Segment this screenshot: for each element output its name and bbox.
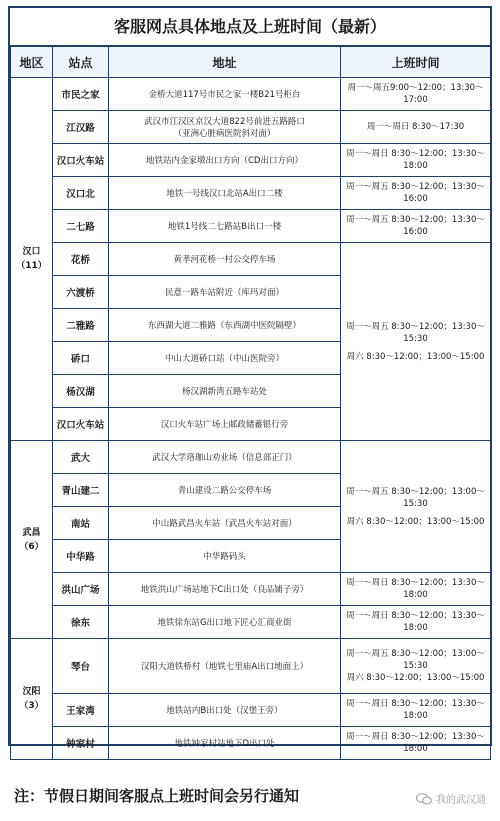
station-address [109, 727, 341, 760]
page-title: 客服网点具体地点及上班时间（最新） [10, 8, 490, 46]
station-address [109, 177, 341, 210]
station-name: 中华路 [53, 540, 109, 573]
table-row [11, 639, 491, 694]
holiday-note: 注：节假日期间客服点上班时间会另行通知 [14, 787, 300, 805]
table-row [11, 441, 491, 474]
region-cell [11, 441, 53, 639]
table-row [11, 78, 491, 111]
address-line: 汉口火车站广场上邮政储蓄银行旁 [160, 420, 289, 430]
station-name: 南站 [53, 507, 109, 540]
station-name: 汉口火车站 [53, 408, 109, 441]
address-line: 中山大道硚口站（中山医院旁） [164, 354, 284, 364]
table-row [11, 177, 491, 210]
table-row [11, 694, 491, 727]
region-count: （11） [16, 261, 47, 271]
station-address [109, 694, 341, 727]
station-name: 市民之家 [53, 78, 109, 111]
address-line: 武汉市江汉区京汉大道822号前进五路路口 [144, 117, 305, 127]
address-line: 汉阳大道铁桥村（地铁七里庙A出口地面上） [140, 662, 309, 672]
address-line: 中华路码头 [203, 552, 246, 562]
table-row [11, 573, 491, 606]
hours-line: 周一～周五9:00～12:00；13:30～17:00 [347, 83, 484, 105]
service-point-card [8, 6, 492, 754]
station-name: 二七路 [53, 210, 109, 243]
address-line: 地铁徐东站G出口地下匠心汇商业街 [157, 618, 292, 628]
address-line: 地铁1号线二七路站B出口一楼 [167, 222, 282, 232]
station-name: 杨汉湖 [53, 375, 109, 408]
address-line: 武汉大学珞珈山劝业场（信息部正门） [152, 453, 297, 463]
table-row [11, 727, 491, 760]
hours-line: 周六 8:30～12:00；13:00～15:00 [346, 673, 485, 683]
service-point-table [10, 46, 491, 760]
hours-line: 16:00 [403, 227, 428, 237]
address-line: 黄孝河花桥一村公交停车场 [173, 255, 276, 265]
address-line: 金桥大道117号市民之家一楼B21号柜台 [148, 90, 301, 100]
station-hours [341, 144, 491, 177]
table-row [11, 144, 491, 177]
station-name: 汉口北 [53, 177, 109, 210]
table-row [11, 210, 491, 243]
station-hours [341, 210, 491, 243]
hours-line: 16:00 [403, 194, 428, 204]
station-name: 硚口 [53, 342, 109, 375]
address-line: 民意一路车站附近（库玛对面） [164, 288, 284, 298]
header-address: 地址 [109, 47, 341, 78]
address-line: 地铁一号线汉口北站A出口二楼 [166, 189, 283, 199]
address-line: 地铁站内金家墩出口方向（CD出口方向） [146, 156, 303, 166]
watermark [416, 791, 486, 806]
station-address [109, 111, 341, 144]
station-hours [341, 573, 491, 606]
address-line: 杨汉湖新湾五路车站处 [181, 387, 267, 397]
table-row [11, 111, 491, 144]
station-address [109, 144, 341, 177]
station-address [109, 540, 341, 573]
station-name: 青山建二 [53, 474, 109, 507]
station-address [109, 441, 341, 474]
station-name: 洪山广场 [53, 573, 109, 606]
hours-line: 周六 8:30～12:00；13:00～15:00 [346, 516, 485, 527]
station-name: 武大 [53, 441, 109, 474]
station-name: 二雅路 [53, 309, 109, 342]
station-address [109, 375, 341, 408]
station-address [109, 474, 341, 507]
hours-line: 15:30 [403, 498, 428, 509]
station-name: 汉口火车站 [53, 144, 109, 177]
region-name: 汉阳 [22, 687, 41, 697]
table-body [11, 78, 491, 760]
hours-line: 周一～周日 8:30～17:30 [366, 122, 465, 132]
station-address [109, 342, 341, 375]
table-header-row [11, 47, 491, 78]
table-row [11, 243, 491, 276]
station-hours [341, 177, 491, 210]
hours-line: 15:30 [403, 333, 428, 344]
station-address [109, 276, 341, 309]
station-address [109, 243, 341, 276]
hours-line: 周一～周五 8:30～12:00；13:00～ [346, 649, 485, 659]
region-cell [11, 639, 53, 760]
address-line: 青山建设二路公交停车场 [177, 486, 272, 496]
station-address [109, 507, 341, 540]
region-cell [11, 78, 53, 441]
hours-line: 周一～周日 8:30～12:00；13:30～18:00 [346, 699, 485, 721]
station-address [109, 78, 341, 111]
station-address [109, 408, 341, 441]
shared-hours [341, 441, 491, 573]
station-hours [341, 78, 491, 111]
region-count: （3） [19, 701, 44, 711]
station-name: 钟家村 [53, 727, 109, 760]
shared-hours [341, 243, 491, 441]
station-name: 六渡桥 [53, 276, 109, 309]
address-line: 中山路武昌火车站（武昌火车站对面） [152, 519, 297, 529]
station-name: 江汉路 [53, 111, 109, 144]
station-name: 琴台 [53, 639, 109, 694]
header-hours: 上班时间 [341, 47, 491, 78]
hours-line: 周一～周日 8:30～12:00；13:30～18:00 [346, 149, 485, 171]
station-name: 徐东 [53, 606, 109, 639]
table-row [11, 606, 491, 639]
station-address [109, 309, 341, 342]
address-line: （亚洲心脏病医院斜对面） [173, 129, 276, 139]
hours-line: 周一～周五 8:30～12:00；13:00～ [346, 486, 485, 497]
wechat-icon [416, 793, 432, 805]
address-line: 地铁洪山广场站地下C出口处（良品铺子旁） [140, 585, 309, 595]
station-address [109, 210, 341, 243]
hours-line: 周一～周五 8:30～12:00；13:30～ [346, 215, 485, 225]
station-name: 王家湾 [53, 694, 109, 727]
station-hours [341, 639, 491, 694]
station-name: 花桥 [53, 243, 109, 276]
address-line: 东西湖大道二雅路（东西湖中医院隔壁） [147, 321, 301, 331]
hours-line: 周一～周日 8:30～12:00；13:30～18:00 [346, 578, 485, 600]
station-address [109, 606, 341, 639]
address-line: 地铁钟家村站地下D出口处 [174, 739, 275, 749]
hours-line: 周一～周五 8:30～12:00；13:30～ [346, 182, 485, 192]
hours-line: 周一～周日 8:30～12:00；13:30～18:00 [346, 611, 485, 633]
hours-line: 15:30 [403, 661, 428, 671]
station-hours [341, 606, 491, 639]
station-address [109, 573, 341, 606]
station-hours [341, 694, 491, 727]
header-region: 地区 [11, 47, 53, 78]
watermark-text: 我的武汉通 [436, 795, 486, 806]
hours-line: 周一～周五 8:30～12:00；13:30～ [346, 321, 485, 332]
station-hours [341, 111, 491, 144]
header-station: 站点 [53, 47, 109, 78]
hours-line: 周一～周日 8:30～12:00；13:30～18:00 [346, 732, 485, 754]
station-hours [341, 727, 491, 760]
region-count: （6） [19, 541, 44, 552]
region-name: 汉口 [22, 247, 41, 257]
station-address [109, 639, 341, 694]
region-name: 武昌 [22, 527, 41, 538]
hours-line: 周六 8:30～12:00；13:00～15:00 [346, 351, 485, 362]
address-line: 地铁站内B出口处（汉堡王旁） [166, 706, 283, 716]
